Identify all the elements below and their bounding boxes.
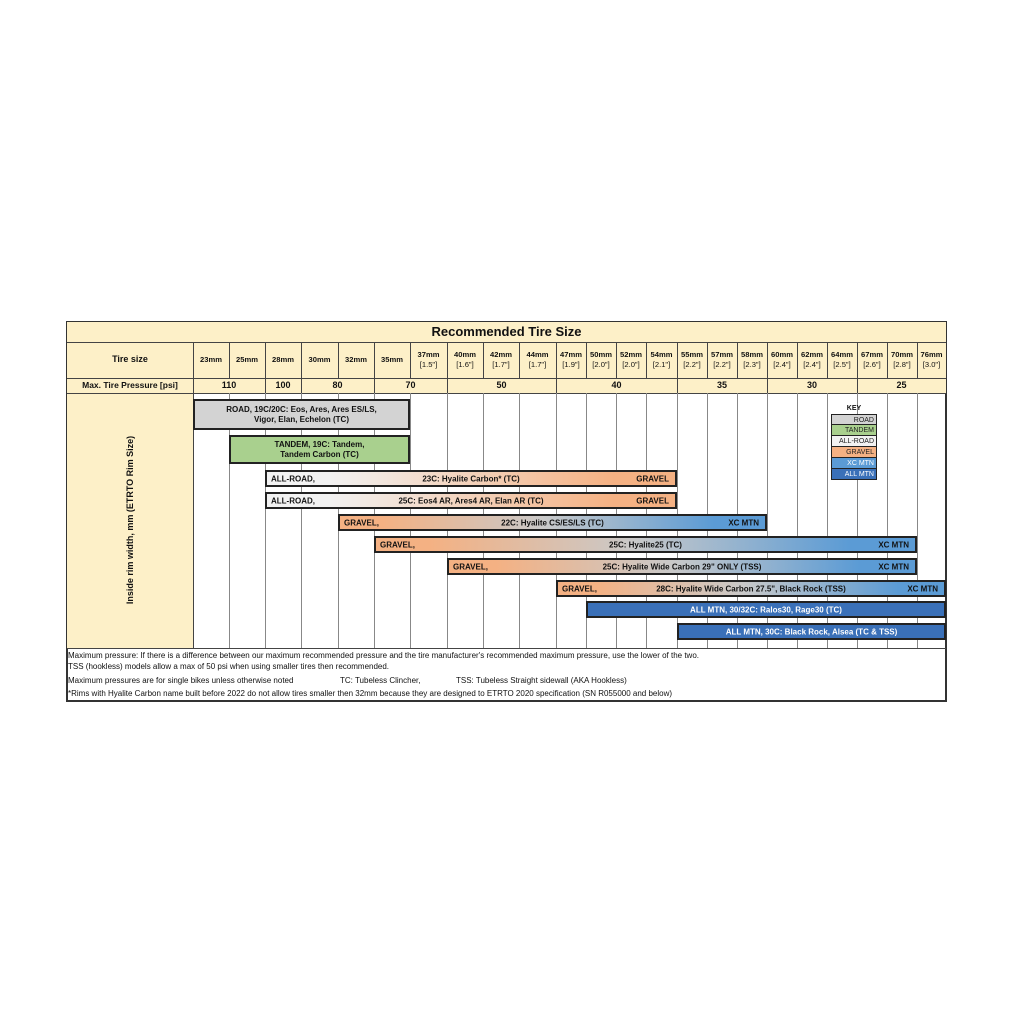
tire-size-62mm xyxy=(797,342,827,378)
color-key xyxy=(831,404,877,480)
tire-size-47mm xyxy=(556,342,586,378)
grid-hline xyxy=(67,393,946,394)
rim-bar-gravel-xc xyxy=(556,580,946,597)
size-header-divider xyxy=(229,342,230,378)
tire-size-57mm xyxy=(707,342,737,378)
tire-size-mm: 62mm xyxy=(801,349,823,359)
tire-size-mm: 44mm xyxy=(526,349,549,359)
rim-bar-allroad-gravel xyxy=(265,470,677,487)
tire-size-inch: [2.0"] xyxy=(622,360,640,369)
pressure-30: 30 xyxy=(806,379,817,390)
size-header-divider xyxy=(857,342,858,378)
size-header-divider xyxy=(737,342,738,378)
pressure-100: 100 xyxy=(275,379,291,390)
tire-size-mm: 30mm xyxy=(308,354,331,364)
footnote: Maximum pressure: If there is a difference between our maximum recommended pressure and the tire manufacturer's recommended maximum pressure, use the lower of the two. xyxy=(68,651,699,660)
pressure-35: 35 xyxy=(716,379,727,390)
rim-width-axis-label: Inside rim width, mm (ETRTO Rim Size) xyxy=(125,435,135,605)
size-header-divider xyxy=(265,342,266,378)
key-item-xc-mtn: XC MTN xyxy=(831,458,877,469)
pressure-divider xyxy=(556,378,557,393)
tire-size-inch: [2.3"] xyxy=(743,360,761,369)
bar-label xyxy=(195,401,408,428)
size-header-divider xyxy=(301,342,302,378)
bar-end-label: XC MTN xyxy=(878,562,909,571)
tire-size-inch: [1.7"] xyxy=(492,360,510,369)
pressure-divider xyxy=(857,378,858,393)
bar-start-label: GRAVEL, xyxy=(562,584,597,593)
tire-size-67mm xyxy=(857,342,887,378)
rim-bar-allmtn xyxy=(586,601,946,618)
footnote: *Rims with Hyalite Carbon name built before 2022 do not allow tires smaller then 32mm because they are designed to ETRTO 2020 specification (SN R055000 and below) xyxy=(68,689,673,698)
bar-rim-models: 25C: Hyalite25 (TC) xyxy=(609,540,682,549)
pressure-row-label: Max. Tire Pressure [psi] xyxy=(82,379,178,390)
chart-title: Recommended Tire Size xyxy=(431,323,582,339)
pressure-divider xyxy=(301,378,302,393)
tire-size-mm: 60mm xyxy=(771,349,793,359)
bar-rim-models: 25C: Hyalite Wide Carbon 29" ONLY (TSS) xyxy=(602,562,762,571)
tire-size-44mm xyxy=(519,342,556,378)
key-item-tandem: TANDEM xyxy=(831,425,877,436)
tire-size-40mm xyxy=(447,342,483,378)
tire-size-inch: [1.5"] xyxy=(419,360,438,369)
tire-size-inch: [3.0"] xyxy=(922,360,941,369)
tire-size-mm: 47mm xyxy=(560,349,582,359)
tire-size-mm: 52mm xyxy=(620,349,642,359)
pressure-divider xyxy=(447,378,448,393)
tire-size-28mm xyxy=(265,342,301,378)
tire-size-inch: [2.0"] xyxy=(592,360,610,369)
bar-label: ALL MTN, 30/32C: Ralos30, Rage30 (TC) xyxy=(690,605,842,614)
size-header-divider xyxy=(338,342,339,378)
tire-size-30mm xyxy=(301,342,338,378)
tire-size-mm: 25mm xyxy=(236,354,258,364)
key-title: KEY xyxy=(846,405,862,412)
bar-start-label: GRAVEL, xyxy=(380,540,415,549)
bar-rim-models: 22C: Hyalite CS/ES/LS (TC) xyxy=(501,518,604,527)
tire-size-mm: 57mm xyxy=(711,349,733,359)
footnote: Maximum pressures are for single bikes unless otherwise noted xyxy=(68,676,294,685)
tire-size-23mm xyxy=(193,342,229,378)
key-items xyxy=(831,414,877,480)
tire-size-76mm xyxy=(917,342,946,378)
tire-size-mm: 50mm xyxy=(590,349,612,359)
tire-size-mm: 28mm xyxy=(272,354,294,364)
rim-bar-road xyxy=(193,399,410,430)
tire-size-60mm xyxy=(767,342,797,378)
tire-size-mm: 32mm xyxy=(345,354,367,364)
bar-rim-models: 28C: Hyalite Wide Carbon 27.5", Black Rock (TSS) xyxy=(656,584,846,593)
bar-label-line: ROAD, 19C/20C: Eos, Ares, Ares ES/LS, xyxy=(226,404,377,414)
bar-label: ALL MTN, 30C: Black Rock, Alsea (TC & TSS) xyxy=(725,627,898,636)
bar-end-label: XC MTN xyxy=(728,518,759,527)
bar-rim-models: 23C: Hyalite Carbon* (TC) xyxy=(422,474,520,483)
key-item-all-road: ALL-ROAD xyxy=(831,436,877,447)
tire-size-58mm xyxy=(737,342,767,378)
tire-size-inch: [1.7"] xyxy=(528,360,547,369)
tire-size-42mm xyxy=(483,342,519,378)
tire-size-inch: [1.6"] xyxy=(456,360,474,369)
tire-size-inch: [1.9"] xyxy=(562,360,580,369)
bar-start-label: ALL-ROAD, xyxy=(271,474,315,483)
bar-end-label: XC MTN xyxy=(907,584,938,593)
pressure-divider xyxy=(374,378,375,393)
tire-size-mm: 42mm xyxy=(490,349,512,359)
tire-size-70mm xyxy=(887,342,917,378)
tire-size-inch: [2.2"] xyxy=(713,360,731,369)
size-header-divider xyxy=(410,342,411,378)
rim-bar-tandem xyxy=(229,435,410,464)
size-header-divider xyxy=(616,342,617,378)
size-header-divider xyxy=(917,342,918,378)
pressure-50: 50 xyxy=(496,379,507,390)
pressure-80: 80 xyxy=(332,379,343,390)
footnote: TSS (hookless) models allow a max of 50 psi when using smaller tires then recommended. xyxy=(68,662,390,671)
tire-size-mm: 58mm xyxy=(741,349,763,359)
rim-bar-gravel-xc xyxy=(447,558,917,575)
tire-size-mm: 67mm xyxy=(861,349,883,359)
bar-label xyxy=(231,437,408,462)
column-grid-line xyxy=(265,393,266,648)
tire-size-mm: 23mm xyxy=(200,354,222,364)
tire-size-mm: 40mm xyxy=(454,349,476,359)
size-header-divider xyxy=(677,342,678,378)
tire-size-mm: 55mm xyxy=(681,349,703,359)
pressure-divider xyxy=(767,378,768,393)
key-item-gravel: GRAVEL xyxy=(831,447,877,458)
bar-end-label: GRAVEL xyxy=(636,496,669,505)
bar-rim-models: 25C: Eos4 AR, Ares4 AR, Elan AR (TC) xyxy=(398,496,544,505)
bar-start-label: ALL-ROAD, xyxy=(271,496,315,505)
footnote: TSS: Tubeless Straight sidewall (AKA Hookless) xyxy=(456,676,627,685)
tire-size-mm: 64mm xyxy=(831,349,853,359)
tire-size-mm: 35mm xyxy=(381,354,403,364)
size-header-divider xyxy=(827,342,828,378)
key-item-all-mtn: ALL MTN xyxy=(831,469,877,480)
column-grid-line xyxy=(229,393,230,648)
grid-hline xyxy=(67,648,946,649)
tire-size-52mm xyxy=(616,342,646,378)
pressure-divider xyxy=(265,378,266,393)
size-header-divider xyxy=(519,342,520,378)
size-header-divider xyxy=(483,342,484,378)
pressure-40: 40 xyxy=(611,379,622,390)
bar-start-label: GRAVEL, xyxy=(344,518,379,527)
size-header-divider xyxy=(447,342,448,378)
rim-bar-gravel-xc xyxy=(338,514,767,531)
rim-bar-allroad-gravel xyxy=(265,492,677,509)
tire-size-64mm xyxy=(827,342,857,378)
size-header-divider xyxy=(586,342,587,378)
pressure-divider xyxy=(677,378,678,393)
tire-size-inch: [2.5"] xyxy=(833,360,851,369)
tire-size-inch: [2.2"] xyxy=(683,360,701,369)
pressure-110: 110 xyxy=(221,379,237,390)
tire-size-inch: [2.4"] xyxy=(773,360,791,369)
tire-size-mm: 76mm xyxy=(920,349,943,359)
tire-size-32mm xyxy=(338,342,374,378)
bar-start-label: GRAVEL, xyxy=(453,562,488,571)
size-header-divider xyxy=(646,342,647,378)
bar-label-line: TANDEM, 19C: Tandem, xyxy=(274,439,365,449)
tire-size-37mm xyxy=(410,342,447,378)
size-header-divider xyxy=(707,342,708,378)
bar-label-line: Vigor, Elan, Echelon (TC) xyxy=(254,414,349,424)
pressure-70: 70 xyxy=(405,379,416,390)
tire-size-inch: [2.8"] xyxy=(893,360,911,369)
size-header-divider xyxy=(887,342,888,378)
tire-size-mm: 54mm xyxy=(650,349,673,359)
tire-size-54mm xyxy=(646,342,677,378)
size-header-divider xyxy=(556,342,557,378)
size-header-divider xyxy=(797,342,798,378)
size-header-divider xyxy=(374,342,375,378)
pressure-25: 25 xyxy=(896,379,907,390)
footnote: TC: Tubeless Clincher, xyxy=(340,676,421,685)
tire-size-inch: [2.6"] xyxy=(863,360,881,369)
key-item-road: ROAD xyxy=(831,414,877,425)
bar-end-label: GRAVEL xyxy=(636,474,669,483)
bar-label-line: Tandem Carbon (TC) xyxy=(280,449,359,459)
tire-size-row-label: Tire size xyxy=(112,354,148,365)
tire-size-mm: 70mm xyxy=(891,349,913,359)
rim-bar-gravel-xc xyxy=(374,536,917,553)
tire-size-25mm xyxy=(229,342,265,378)
size-header-divider xyxy=(767,342,768,378)
tire-size-inch: [2.4"] xyxy=(803,360,821,369)
tire-size-55mm xyxy=(677,342,707,378)
bar-end-label: XC MTN xyxy=(878,540,909,549)
tire-size-mm: 37mm xyxy=(417,349,440,359)
tire-size-inch: [2.1"] xyxy=(652,360,671,369)
tire-size-35mm xyxy=(374,342,410,378)
rim-bar-allmtn xyxy=(677,623,946,640)
tire-size-50mm xyxy=(586,342,616,378)
column-grid-line xyxy=(301,393,302,648)
